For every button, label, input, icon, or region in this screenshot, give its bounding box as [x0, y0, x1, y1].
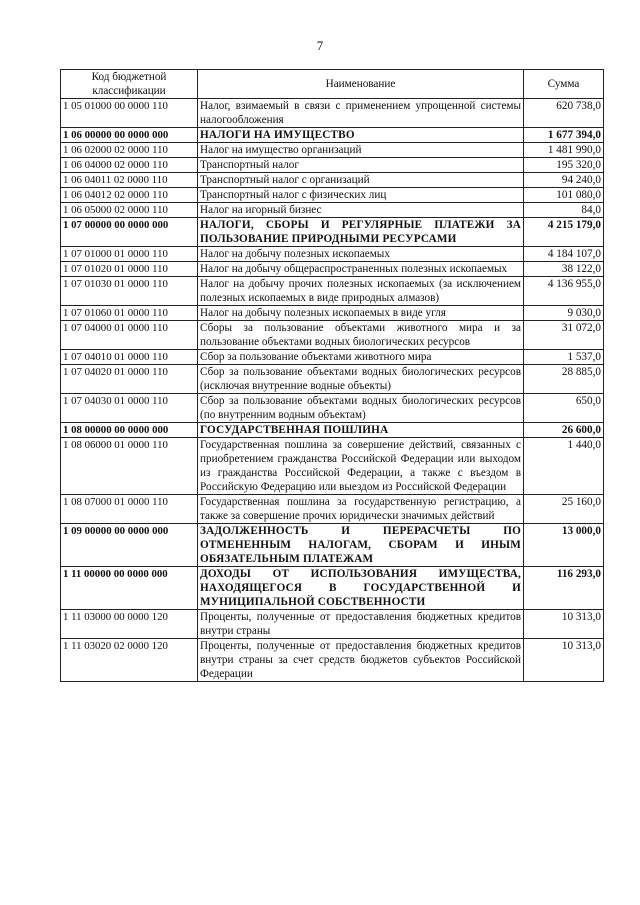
cell-sum: 10 313,0 [524, 639, 604, 682]
table-header-row [61, 70, 604, 99]
table-row [61, 495, 604, 524]
table-body [61, 99, 604, 682]
table-row [61, 247, 604, 262]
cell-name: НАЛОГИ НА ИМУЩЕСТВО [198, 128, 524, 143]
table-row [61, 188, 604, 203]
table-row [61, 277, 604, 306]
cell-sum: 1 537,0 [524, 350, 604, 365]
cell-name: Налог, взимаемый в связи с применением упрощенной системы налогообложения [198, 99, 524, 128]
cell-sum: 4 184 107,0 [524, 247, 604, 262]
cell-code: 1 07 01030 01 0000 110 [61, 277, 198, 306]
cell-name: Транспортный налог с физических лиц [198, 188, 524, 203]
cell-name: Проценты, полученные от предоставления бюджетных кредитов внутри страны за счет средств бюджетов субъектов Российской Федерации [198, 639, 524, 682]
table-row [61, 639, 604, 682]
cell-sum: 195 320,0 [524, 158, 604, 173]
cell-code: 1 07 04010 01 0000 110 [61, 350, 198, 365]
cell-sum: 1 677 394,0 [524, 128, 604, 143]
cell-sum: 28 885,0 [524, 365, 604, 394]
cell-name: Сбор за пользование объектами водных биологических ресурсов (по внутренним водным объектам) [198, 394, 524, 423]
cell-name: Сбор за пользование объектами водных биологических ресурсов (исключая внутренние водные объекты) [198, 365, 524, 394]
table-row [61, 306, 604, 321]
table-row [61, 567, 604, 610]
cell-code: 1 11 00000 00 0000 000 [61, 567, 198, 610]
cell-name: Налог на добычу полезных ископаемых [198, 247, 524, 262]
cell-name: Государственная пошлина за совершение действий, связанных с приобретением гражданства Российской Федерации или выходом из гражданства Российской Федерации, а также с въездом в Российскую Федерацию или выездом из Российской Федерации [198, 438, 524, 495]
cell-code: 1 11 03020 02 0000 120 [61, 639, 198, 682]
cell-code: 1 08 00000 00 0000 000 [61, 423, 198, 438]
cell-name: ЗАДОЛЖЕННОСТЬ И ПЕРЕРАСЧЕТЫ ПО ОТМЕНЕННЫМ НАЛОГАМ, СБОРАМ И ИНЫМ ОБЯЗАТЕЛЬНЫМ ПЛАТЕЖАМ [198, 524, 524, 567]
cell-code: 1 07 00000 00 0000 000 [61, 218, 198, 247]
cell-name: Государственная пошлина за государственную регистрацию, а также за совершение прочих юридически значимых действий [198, 495, 524, 524]
table-row [61, 143, 604, 158]
table-row [61, 524, 604, 567]
cell-code: 1 06 05000 02 0000 110 [61, 203, 198, 218]
cell-sum: 4 136 955,0 [524, 277, 604, 306]
table-row [61, 610, 604, 639]
cell-name: Сборы за пользование объектами животного мира и за пользование объектами водных биологических ресурсов [198, 321, 524, 350]
cell-code: 1 07 01000 01 0000 110 [61, 247, 198, 262]
table-row [61, 173, 604, 188]
cell-sum: 650,0 [524, 394, 604, 423]
cell-name: ДОХОДЫ ОТ ИСПОЛЬЗОВАНИЯ ИМУЩЕСТВА, НАХОДЯЩЕГОСЯ В ГОСУДАРСТВЕННОЙ И МУНИЦИПАЛЬНОЙ СОБСТВЕННОСТИ [198, 567, 524, 610]
cell-code: 1 06 04000 02 0000 110 [61, 158, 198, 173]
cell-name: Налог на имущество организаций [198, 143, 524, 158]
table-row [61, 203, 604, 218]
cell-code: 1 09 00000 00 0000 000 [61, 524, 198, 567]
table-row [61, 158, 604, 173]
cell-code: 1 07 01020 01 0000 110 [61, 262, 198, 277]
cell-code: 1 06 02000 02 0000 110 [61, 143, 198, 158]
cell-code: 1 05 01000 00 0000 110 [61, 99, 198, 128]
cell-sum: 1 481 990,0 [524, 143, 604, 158]
cell-sum: 101 080,0 [524, 188, 604, 203]
cell-code: 1 07 04000 01 0000 110 [61, 321, 198, 350]
table-row [61, 365, 604, 394]
cell-code: 1 07 04030 01 0000 110 [61, 394, 198, 423]
cell-sum: 4 215 179,0 [524, 218, 604, 247]
cell-name: Налог на добычу прочих полезных ископаемых (за исключением полезных ископаемых в виде природных алмазов) [198, 277, 524, 306]
table-row [61, 218, 604, 247]
cell-sum: 13 000,0 [524, 524, 604, 567]
table-row [61, 99, 604, 128]
table-row [61, 394, 604, 423]
cell-code: 1 06 00000 00 0000 000 [61, 128, 198, 143]
cell-name: Транспортный налог с организаций [198, 173, 524, 188]
cell-code: 1 06 04012 02 0000 110 [61, 188, 198, 203]
table-row [61, 321, 604, 350]
cell-code: 1 06 04011 02 0000 110 [61, 173, 198, 188]
cell-code: 1 11 03000 00 0000 120 [61, 610, 198, 639]
cell-name: Налог на добычу полезных ископаемых в виде угля [198, 306, 524, 321]
header-name: Наименование [198, 70, 524, 99]
cell-sum: 1 440,0 [524, 438, 604, 495]
table-row [61, 262, 604, 277]
cell-code: 1 07 01060 01 0000 110 [61, 306, 198, 321]
cell-name: Сбор за пользование объектами животного мира [198, 350, 524, 365]
cell-sum: 38 122,0 [524, 262, 604, 277]
cell-sum: 9 030,0 [524, 306, 604, 321]
cell-sum: 94 240,0 [524, 173, 604, 188]
cell-name: Налог на добычу общераспространенных полезных ископаемых [198, 262, 524, 277]
table-row [61, 438, 604, 495]
header-sum: Сумма [524, 70, 604, 99]
header-code: Код бюджетной классификации [61, 70, 198, 99]
table-row [61, 350, 604, 365]
cell-sum: 84,0 [524, 203, 604, 218]
cell-name: ГОСУДАРСТВЕННАЯ ПОШЛИНА [198, 423, 524, 438]
cell-name: Транспортный налог [198, 158, 524, 173]
budget-table [60, 69, 604, 682]
cell-code: 1 08 07000 01 0000 110 [61, 495, 198, 524]
cell-name: НАЛОГИ, СБОРЫ И РЕГУЛЯРНЫЕ ПЛАТЕЖИ ЗА ПОЛЬЗОВАНИЕ ПРИРОДНЫМИ РЕСУРСАМИ [198, 218, 524, 247]
cell-sum: 25 160,0 [524, 495, 604, 524]
cell-sum: 26 600,0 [524, 423, 604, 438]
cell-name: Налог на игорный бизнес [198, 203, 524, 218]
page-number: 7 [316, 38, 324, 53]
cell-sum: 620 738,0 [524, 99, 604, 128]
table-row [61, 423, 604, 438]
cell-name: Проценты, полученные от предоставления бюджетных кредитов внутри страны [198, 610, 524, 639]
cell-sum: 31 072,0 [524, 321, 604, 350]
table-row [61, 128, 604, 143]
cell-sum: 10 313,0 [524, 610, 604, 639]
cell-code: 1 07 04020 01 0000 110 [61, 365, 198, 394]
cell-code: 1 08 06000 01 0000 110 [61, 438, 198, 495]
cell-sum: 116 293,0 [524, 567, 604, 610]
